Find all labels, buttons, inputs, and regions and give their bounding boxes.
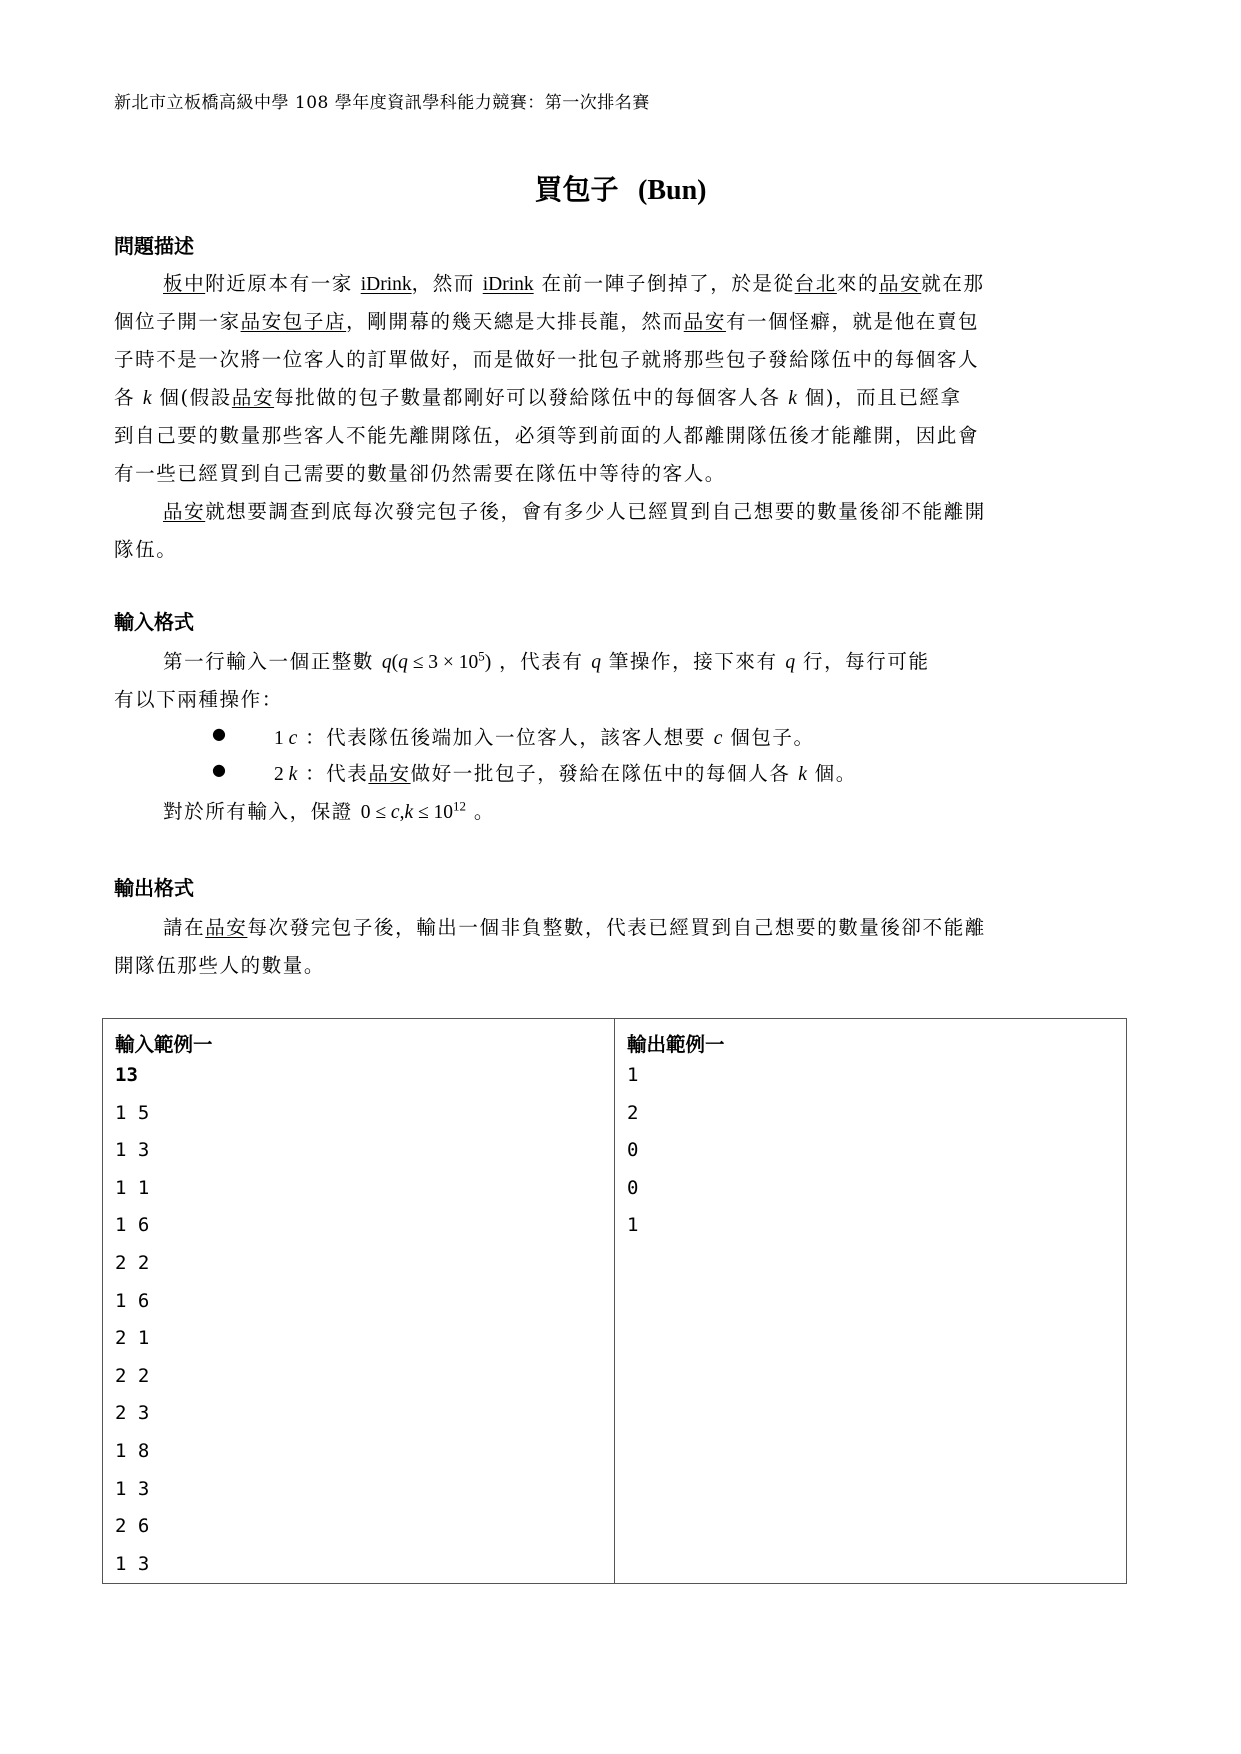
sample-input-line: 1 5: [115, 1101, 150, 1124]
bullet-icon: ●: [212, 724, 226, 743]
page-header: 新北市立板橋高級中學 108 學年度資訊學科能力競賽：第一次排名賽: [114, 93, 650, 113]
sample-input-line: 1 6: [115, 1289, 150, 1312]
sample-input-line: 1 1: [115, 1176, 150, 1199]
input-format-line-2: 有以下兩種操作：: [114, 688, 283, 711]
sample-output-heading: 輸出範例一: [627, 1033, 725, 1056]
output-format-line-2: 開隊伍那些人的數量。: [114, 954, 326, 977]
sample-input-heading: 輸入範例一: [115, 1033, 213, 1056]
sample-input-line: 1 3: [115, 1477, 150, 1500]
sample-input-line: 2 6: [115, 1515, 150, 1538]
sample-output-cell: [615, 1019, 1127, 1584]
sample-output-line: 2: [627, 1101, 639, 1124]
output-format-line-1: 請在品安每次發完包子後，輸出一個非負整數，代表已經買到自己想要的數量後卻不能離: [163, 916, 986, 939]
sample-input-line: 1 8: [115, 1439, 150, 1462]
person-name: 品安: [231, 386, 275, 409]
shop-name: iDrink: [482, 274, 534, 295]
shop-name: 品安包子店: [240, 310, 347, 333]
sample-input-line: 1 3: [115, 1139, 150, 1162]
description-p2-line-1: 品安就想要調查到底每次發完包子後，會有多少人已經買到自己想要的數量後卻不能離開: [163, 500, 986, 523]
operation-2-line: 2 k ：代表品安做好一批包子，發給在隊伍中的每個人各 k 個。: [274, 762, 857, 785]
title-en: (Bun): [638, 175, 707, 206]
title-zh: 買包子: [534, 173, 619, 206]
sample-output-line: 1: [627, 1064, 639, 1086]
person-name: 品安: [368, 762, 411, 785]
city-name: 台北: [794, 272, 837, 295]
sample-input-line: 1 3: [115, 1552, 150, 1575]
shop-name: iDrink: [360, 274, 412, 295]
person-name: 品安: [683, 310, 726, 333]
sample-input-line: 1 6: [115, 1214, 150, 1237]
operation-1-line: 1 c ：代表隊伍後端加入一位客人，該客人想要 c 個包子。: [274, 726, 815, 749]
school-name: 板中: [163, 272, 206, 295]
input-constraints-line: 對於所有輸入，保證 $0 \le c,k \le 10^{12}$ 。: [163, 798, 495, 823]
sample-output-line: 0: [627, 1139, 639, 1162]
sample-input-line: 2 2: [115, 1364, 150, 1387]
sample-io-table: [102, 1018, 1127, 1584]
description-line-1: 板中附近原本有一家 iDrink，然而 iDrink 在前一陣子倒掉了，於是從台北來的品安就在那: [163, 272, 985, 295]
person-name: 品安: [205, 916, 248, 939]
description-heading: 問題描述: [114, 234, 194, 258]
sample-output-lines: [615, 1057, 1126, 1245]
output-format-heading: 輸出格式: [114, 876, 194, 900]
problem-title: [0, 168, 1241, 208]
sample-input-line: 2 1: [115, 1327, 150, 1350]
description-line-5: 到自己要的數量那些客人不能先離開隊伍，必須等到前面的人都離開隊伍後才能離開，因此會: [114, 424, 980, 447]
sample-input-line: 2 3: [115, 1402, 150, 1425]
input-format-heading: 輸入格式: [114, 610, 194, 634]
sample-input-line: 2 2: [115, 1251, 150, 1274]
sample-input-lines: [103, 1057, 614, 1583]
description-line-3: 子時不是一次將一位客人的訂單做好，而是做好一批包子就將那些包子發給隊伍中的每個客人: [114, 348, 980, 371]
sample-output-line: 1: [627, 1214, 639, 1237]
input-format-line-1: 第一行輸入一個正整數 $q(q \le 3 \times 10^5)$ ，代表有 q 筆操作，接下來有 q 行，每行可能: [163, 648, 930, 673]
sample-input-cell: [103, 1019, 615, 1584]
bullet-icon: ●: [212, 760, 226, 779]
description-line-2: 個位子開一家品安包子店，剛開幕的幾天總是大排長龍，然而品安有一個怪癖，就是他在賣包: [114, 310, 980, 333]
person-name: 品安: [879, 272, 922, 295]
description-line-4: 各 k 個(假設品安每批做的包子數量都剛好可以發給隊伍中的每個客人各 k 個)，而且已經拿: [114, 386, 962, 409]
sample-output-line: 0: [627, 1176, 639, 1199]
description-line-6: 有一些已經買到自己需要的數量卻仍然需要在隊伍中等待的客人。: [114, 462, 726, 485]
person-name: 品安: [163, 500, 206, 523]
description-p2-line-2: 隊伍。: [114, 538, 178, 561]
sample-input-line: 13: [115, 1064, 138, 1086]
